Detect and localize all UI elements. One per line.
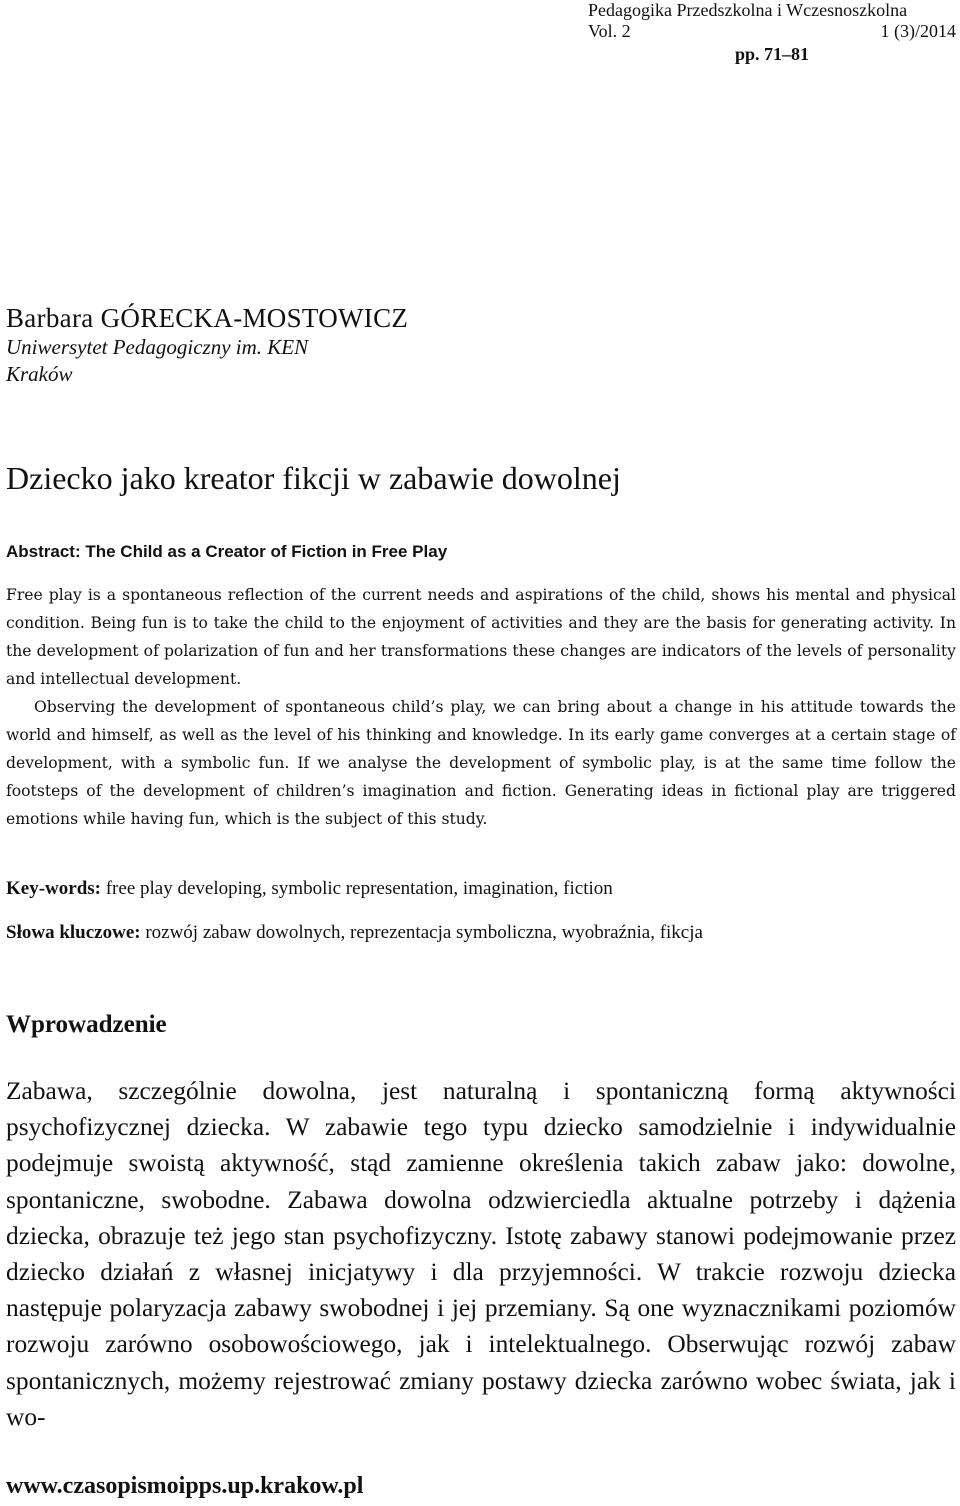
abstract-paragraph-2: Observing the development of spontaneous child’s play, we can bring about a change in his attitude towards the world and himself, as well as the level of his thinking and knowledge. In its early game converges at a certain stage of development, with a symbolic fun. If we analyse the development of symbolic play, is at the same time follow the footsteps of the development of children’s imagination and fiction. Generating ideas in fictional play are triggered emotions while having fun, which is the subject of this study. [6,698,956,828]
keywords-line [6,876,956,902]
footer-url: www.czasopismoipps.up.krakow.pl [6,1473,364,1499]
author-affiliation: Uniwersytet Pedagogiczny im. KEN [6,335,309,359]
journal-name: Pedagogika Przedszkolna i Wczesnoszkolna [588,0,908,20]
abstract-paragraph-1: Free play is a spontaneous reflection of the current needs and aspirations of the child, shows his mental and physical condition. Being fun is to take the child to the enjoyment of activities and they are the basis for generating activity. In the development of polarization of fun and her transformations these changes are indicators of the levels of personality and intellectual development. [6,586,956,688]
page-range: pp. 71–81 [734,44,810,64]
keywords-label: Key-words: [6,878,101,899]
slowa-kluczowe-label: Słowa kluczowe: [6,922,141,943]
section-paragraph: Zabawa, szczególnie dowolna, jest naturalną i spontaniczną formą aktywności psychofizycznej dziecka. W zabawie tego typu dziecko samodzielnie i indywidualnie podejmuje swoistą aktywność, stąd zamienne określenia takich zabaw jako: dowolne, spontaniczne, swobodne. Zabawa dowolna odzwierciedla aktualne potrzeby i dążenia dziecka, obrazuje też jego stan psychofizyczny. Istotę zabawy stanowi podejmowanie przez dziecko działań z własnej inicjatywy i dla przyjemności. W trakcie rozwoju dziecka następuje polaryzacja zabawy swobodnej i jej przemiany. Są one wyznacznikami poziomów rozwoju zarówno osobowościowego, jak i intelektualnego. Obserwując rozwój zabaw spontanicznych, możemy rejestrować zmiany postawy dziecka zarówno wobec świata, jak i wo- [6,1077,956,1431]
slowa-kluczowe-line [6,920,956,946]
volume-issue-row [588,21,956,42]
volume-label: Vol. 2 [588,21,631,41]
author-city: Kraków [6,362,73,386]
paper-title: Dziecko jako kreator fikcji w zabawie dowolnej [6,460,621,496]
author-block [6,302,408,388]
abstract-heading: Abstract: The Child as a Creator of Fiction in Free Play [6,542,448,561]
keywords-value: free play developing, symbolic representation, imagination, fiction [105,878,613,899]
slowa-kluczowe-value: rozwój zabaw dowolnych, reprezentacja symboliczna, wyobraźnia, fikcja [145,922,703,943]
issue-label: 1 (3)/2014 [880,21,956,41]
section-body [6,1073,956,1435]
abstract-body [6,581,956,833]
journal-header [588,0,956,65]
author-name: Barbara GÓRECKA-MOSTOWICZ [6,303,409,333]
section-heading: Wprowadzenie [6,1011,167,1038]
